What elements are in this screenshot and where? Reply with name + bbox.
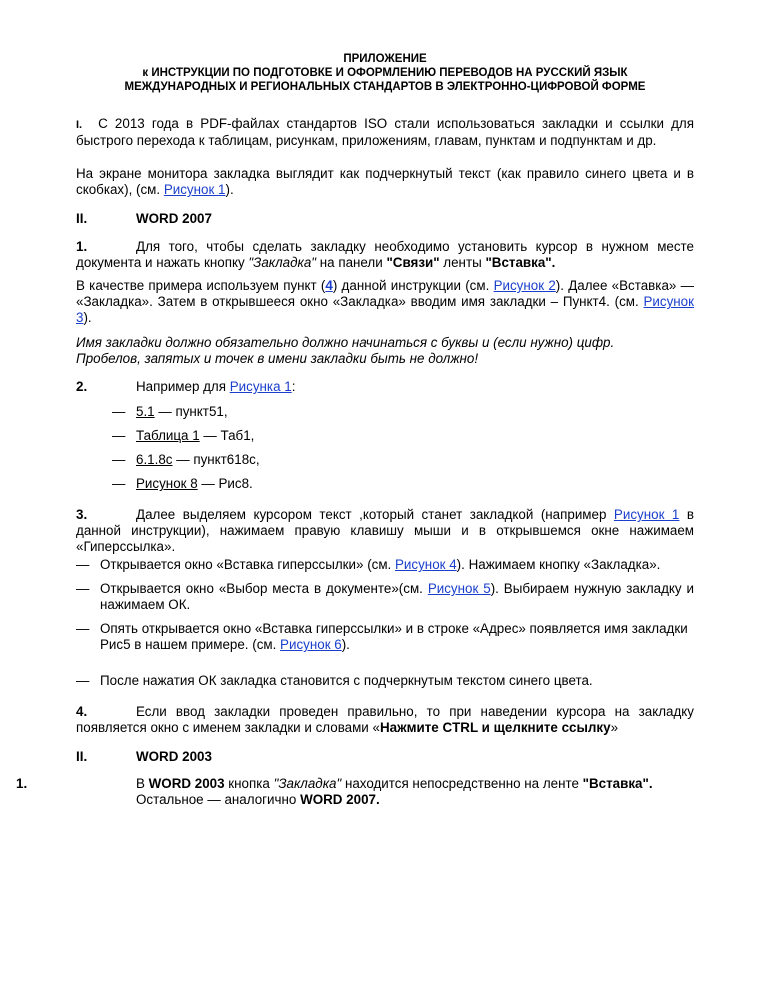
italic-span: "Закладка" <box>248 255 317 270</box>
example-list-item <box>112 428 412 444</box>
section-3-title: WORD 2003 <box>136 749 212 764</box>
text-span: Остальное — аналогично <box>136 792 301 807</box>
text-span: : <box>291 379 296 394</box>
example-text: — пункт51, <box>154 404 228 419</box>
link-figure-6[interactable]: Рисунок 6 <box>280 637 342 652</box>
item-number: 2. <box>76 379 88 394</box>
link-figure-1[interactable]: Рисунок 1 <box>163 182 226 197</box>
section-1-text: С 2013 года в PDF-файлах стандартов ISO стали использоваться закладки и ссылки для быстрого перехода к таблицам, рисункам, приложениям, главам, пунктам и подпунктам и др. <box>76 116 694 148</box>
example-list-item <box>112 452 412 468</box>
step-bullet-3 <box>76 621 694 653</box>
link-figure-5[interactable]: Рисунок 5 <box>427 581 491 596</box>
step-bullet-4 <box>76 673 694 689</box>
text-span: ). Выбираем нужную закладку и нажимаем ОК. <box>100 581 695 612</box>
item-number: 3. <box>76 507 88 522</box>
text-span: В качестве примера используем пункт ( <box>76 278 326 293</box>
section-3-heading <box>76 749 694 765</box>
dash-marker: — <box>112 404 126 419</box>
text-span: Рис5 в нашем примере. (см. <box>100 637 281 652</box>
example-list-item <box>112 404 412 420</box>
text-span: ленты <box>439 255 486 270</box>
link-item-4[interactable]: 4 <box>325 278 333 293</box>
text-span: кнопка <box>224 776 274 791</box>
section-2-number: II. <box>76 211 88 226</box>
section-1-paragraph-1 <box>76 116 694 149</box>
note-line-1: Имя закладки должно обязательно должно начинаться с буквы и (если нужно) цифр. <box>76 335 615 350</box>
text-span: ). <box>83 310 92 325</box>
section-2-heading <box>76 211 694 227</box>
bookmark-name-note <box>76 335 694 367</box>
text-span: находится непосредственно на ленте <box>341 776 583 791</box>
note-line-2: Пробелов, запятых и точек в имени закладки быть не должно! <box>76 351 479 366</box>
bold-span: WORD 2003 <box>148 776 225 791</box>
example-text: — пункт618с, <box>172 452 260 467</box>
section-2-title: WORD 2007 <box>136 211 212 226</box>
example-link[interactable]: 5.1 <box>136 404 155 419</box>
example-text: — Рис8. <box>197 476 253 491</box>
example-link[interactable]: Рисунок 8 <box>136 476 198 491</box>
text-span: Например для <box>136 379 230 394</box>
text-span: ). Нажимаем кнопку «Закладка». <box>456 557 661 572</box>
item-number: 1. <box>76 239 88 254</box>
italic-span: "Закладка" <box>273 776 342 791</box>
document-title <box>76 52 694 94</box>
step-bullet-2 <box>76 581 694 613</box>
dash-marker: — <box>112 476 126 491</box>
text-span: После нажатия ОК закладка становится с подчеркнутым текстом синего цвета. <box>100 673 593 688</box>
dash-marker: — <box>76 621 90 636</box>
text-span: Открывается окно «Вставка гиперссылки» (см. <box>100 557 395 572</box>
document-page <box>16 52 695 807</box>
section-2-paragraph-4 <box>76 507 694 555</box>
text-span: ) данной инструкции (см. <box>332 278 494 293</box>
bold-span: "Вставка". <box>485 255 556 270</box>
section-3-number: II. <box>76 749 88 764</box>
link-figure-2[interactable]: Рисунок 2 <box>493 278 556 293</box>
dash-marker: — <box>76 673 90 688</box>
dash-marker: — <box>76 557 90 572</box>
dash-marker: — <box>112 452 126 467</box>
text-span: Открывается окно «Выбор места в документе»(см. <box>100 581 428 596</box>
example-text: — Таб1, <box>199 428 255 443</box>
item-number: 1. <box>16 776 28 791</box>
text-span: ). Далее «Вставка» — «Закладка». Затем в открывшееся окно «Закладка» вводим имя закладки – Пункт4. (см. <box>76 278 694 309</box>
section-2-paragraph-2 <box>76 278 694 326</box>
bold-span: "Связи" <box>386 255 440 270</box>
bold-span: WORD 2007. <box>300 792 380 807</box>
example-link[interactable]: 6.1.8с <box>136 452 173 467</box>
text-span: в данной инструкции), нажимаем правую клавишу мыши и в открывшемся окне нажимаем «Гиперссылка». <box>76 507 695 554</box>
text-span: » <box>610 720 619 735</box>
section-2-paragraph-3 <box>76 379 694 395</box>
dash-marker: — <box>76 581 90 596</box>
title-line-3: МЕЖДУНАРОДНЫХ И РЕГИОНАЛЬНЫХ СТАНДАРТОВ В ЭЛЕКТРОННО-ЦИФРОВОЙ ФОРМЕ <box>124 81 646 93</box>
section-3-paragraph-1 <box>16 776 754 808</box>
title-line-1: ПРИЛОЖЕНИЕ <box>343 53 427 65</box>
text-span: Если ввод закладки проведен правильно, то при наведении курсора на закладку появляется окно с именем закладки и словами « <box>76 704 694 735</box>
section-1-number: I. <box>76 119 83 131</box>
link-figure-1c[interactable]: Рисунок 1 <box>613 507 680 522</box>
title-line-2: к ИНСТРУКЦИИ ПО ПОДГОТОВКЕ И ОФОРМЛЕНИЮ ПЕРЕВОДОВ НА РУССКИЙ ЯЗЫК <box>142 67 628 79</box>
section-1-paragraph-2 <box>76 166 694 198</box>
bold-span: "Вставка". <box>582 776 653 791</box>
text-span: В <box>136 776 149 791</box>
text-span: Для того, чтобы сделать закладку необходимо установить курсор в нужном месте документа и нажать кнопку <box>76 239 694 270</box>
step-bullet-1 <box>76 557 694 573</box>
example-list-item <box>112 476 412 492</box>
dash-marker: — <box>112 428 126 443</box>
section-2-paragraph-5 <box>76 704 694 736</box>
link-figure-3[interactable]: Рисунок 3 <box>76 294 694 325</box>
text-span: Далее выделяем курсором текст ,который станет закладкой (например <box>136 507 614 522</box>
text-span: На экране монитора закладка выглядит как подчеркнутый текст (как правило синего цвета и в скобках), (см. <box>76 166 694 197</box>
link-figure-4[interactable]: Рисунок 4 <box>395 557 457 572</box>
text-span: на панели <box>316 255 387 270</box>
text-span: ). <box>225 182 234 197</box>
example-link[interactable]: Таблица 1 <box>136 428 200 443</box>
item-number: 4. <box>76 704 88 719</box>
link-figure-1b[interactable]: Рисунка 1 <box>229 379 292 394</box>
bold-span: Нажмите CTRL и щелкните ссылку <box>379 720 611 735</box>
text-span: ). <box>341 637 350 652</box>
text-span: Опять открывается окно «Вставка гиперссылки» и в строке «Адрес» появляется имя закладки <box>100 621 688 636</box>
section-2-paragraph-1 <box>76 239 694 271</box>
